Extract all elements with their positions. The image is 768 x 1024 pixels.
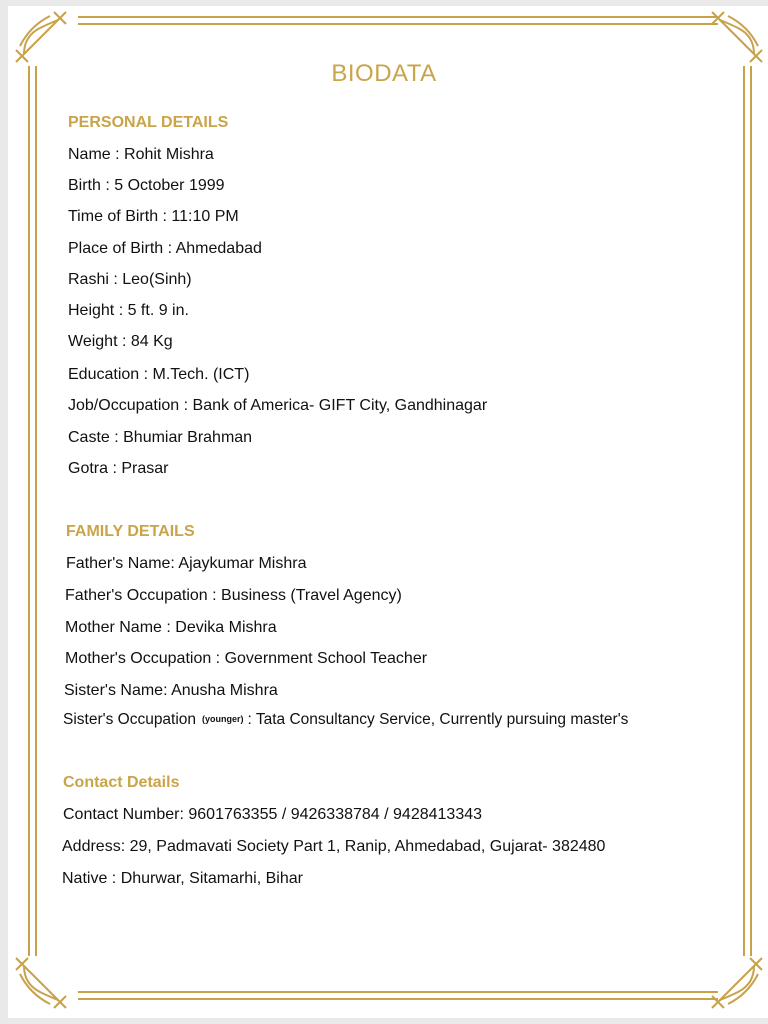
border-line-bottom-outer [78, 998, 718, 1000]
border-line-top-outer [78, 16, 718, 18]
personal-gotra: Gotra : Prasar [68, 460, 169, 477]
corner-ornament-icon [10, 952, 72, 1014]
family-details-heading: FAMILY DETAILS [66, 523, 195, 540]
personal-weight: Weight : 84 Kg [68, 333, 173, 350]
corner-ornament-icon [706, 6, 768, 68]
border-line-left-outer [28, 66, 30, 956]
personal-education: Education : M.Tech. (ICT) [68, 366, 250, 383]
personal-place-of-birth: Place of Birth : Ahmedabad [68, 240, 262, 257]
page-title: BIODATA [331, 60, 437, 87]
family-sister-occupation [63, 711, 628, 729]
contact-address: Address: 29, Padmavati Society Part 1, Ranip, Ahmedabad, Gujarat- 382480 [62, 838, 606, 855]
border-line-left-inner [35, 66, 37, 956]
family-mother-name: Mother Name : Devika Mishra [65, 619, 277, 636]
sister-occupation-label: Sister's Occupation [63, 711, 197, 728]
border-line-bottom-inner [78, 991, 718, 993]
sister-occupation-value: : Tata Consultancy Service, Currently pursuing master's [247, 711, 629, 728]
personal-birth: Birth : 5 October 1999 [68, 177, 225, 194]
personal-rashi: Rashi : Leo(Sinh) [68, 271, 192, 288]
contact-details-heading: Contact Details [63, 774, 180, 791]
personal-height: Height : 5 ft. 9 in. [68, 302, 189, 319]
border-line-right-inner [743, 66, 745, 956]
personal-details-heading: PERSONAL DETAILS [68, 114, 229, 131]
personal-name: Name : Rohit Mishra [68, 146, 214, 163]
family-sister-name: Sister's Name: Anusha Mishra [64, 682, 278, 699]
sister-occupation-note: (younger) [202, 714, 244, 724]
family-father-occupation: Father's Occupation : Business (Travel Agency) [65, 587, 402, 604]
border-line-right-outer [750, 66, 752, 956]
personal-occupation: Job/Occupation : Bank of America- GIFT City, Gandhinagar [68, 397, 488, 414]
family-father-name: Father's Name: Ajaykumar Mishra [66, 555, 307, 572]
contact-number: Contact Number: 9601763355 / 9426338784 / 9428413343 [63, 806, 483, 823]
personal-caste: Caste : Bhumiar Brahman [68, 429, 253, 446]
personal-time-of-birth: Time of Birth : 11:10 PM [68, 208, 239, 225]
border-line-top-inner [78, 23, 718, 25]
contact-native: Native : Dhurwar, Sitamarhi, Bihar [62, 870, 303, 887]
corner-ornament-icon [10, 6, 72, 68]
family-mother-occupation: Mother's Occupation : Government School Teacher [65, 650, 428, 667]
corner-ornament-icon [706, 952, 768, 1014]
